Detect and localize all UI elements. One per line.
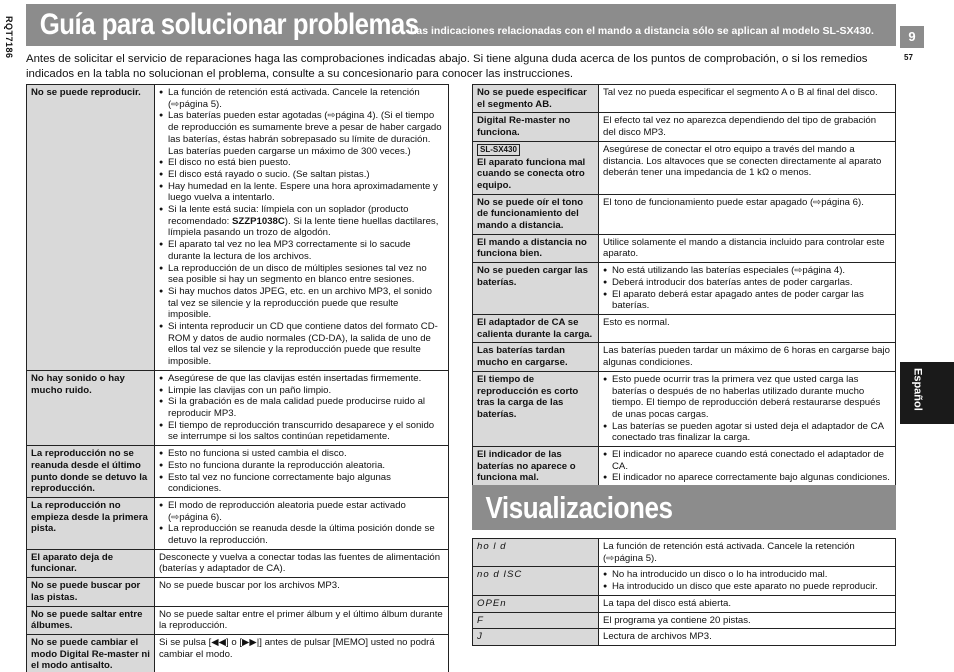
remedy-list (603, 569, 891, 592)
problem-cell (473, 315, 599, 343)
remedy-text: No se puede saltar entre el primer álbum y el último álbum durante la reproducción. (159, 608, 443, 632)
remedy-item: ● Si la grabación es de mala calidad puede producirse ruido al reproducir MP3. (159, 396, 444, 419)
page-subnumber: 57 (904, 53, 913, 62)
remedy-cell (155, 85, 449, 371)
product-code: SZZP1038C (232, 215, 285, 227)
page-title: Guía para solucionar problemas (39, 7, 419, 41)
problem-text: No se puede reproducir. (31, 87, 141, 98)
problem-text: No se puede cambiar el modo Digital Re-master ni el modo antisalto. (31, 636, 150, 672)
remedy-item: ● El aparato deberá estar apagado antes de poder cargar las baterías. (603, 289, 891, 312)
problem-cell (27, 634, 155, 672)
remedy-list (159, 448, 444, 495)
problem-cell (473, 263, 599, 315)
remedy-item: ● La reproducción de un disco de múltiples sesiones tal vez no sea posible si hay un segmento en blanco entre sesiones. (159, 263, 444, 286)
remedy-cell (155, 634, 449, 672)
remedy-cell (155, 446, 449, 498)
remedy-list (159, 500, 444, 547)
problem-text: El mando a distancia no funciona bien. (477, 236, 587, 260)
problem-text: No hay sonido o hay mucho ruido. (31, 372, 125, 396)
remedy-item: ● Ha introducido un disco que este aparato no puede reproducir. (603, 581, 891, 593)
title-note: Las indicaciones relacionadas con el mando a distancia sólo se aplican al modelo SL-SX430. (410, 25, 874, 37)
problem-cell (473, 447, 599, 487)
problem-text: La reproducción no empieza desde la primera pista. (31, 499, 148, 535)
remedy-list (159, 373, 444, 443)
table-row (473, 612, 896, 629)
table-row (27, 85, 449, 371)
remedy-cell (155, 370, 449, 445)
problem-cell (473, 371, 599, 446)
problem-cell (27, 578, 155, 606)
troubleshooting-table-right (472, 84, 896, 487)
table-row (473, 234, 896, 262)
remedy-cell (599, 113, 896, 141)
remedy-item: ● Las baterías se pueden agotar si usted deja el adaptador de CA conectado tras finalizar la carga. (603, 421, 891, 444)
remedy-text: El programa ya contiene 20 pistas. (603, 614, 751, 626)
remedy-cell (599, 315, 896, 343)
remedy-cell (599, 343, 896, 371)
remedy-cell (155, 606, 449, 634)
display-code-cell (473, 539, 599, 567)
remedy-item: ● Si hay muchos datos JPEG, etc. en un archivo MP3, el sonido tal vez se silencie y la reproducción puede que resulte imposible. (159, 286, 444, 321)
display-code-cell (473, 629, 599, 646)
remedy-item: ● El indicador no aparece correctamente bajo algunas condiciones. (603, 472, 891, 484)
display-code-cell (473, 567, 599, 595)
remedy-text: Desconecte y vuelva a conectar todas las fuentes de alimentación (baterías y adaptador de CA). (159, 551, 441, 575)
display-code-cell (473, 595, 599, 612)
problem-cell (27, 85, 155, 371)
table-row (27, 497, 449, 549)
table-row (473, 629, 896, 646)
section-bar (472, 485, 896, 530)
problem-text: La reproducción no se reanuda desde el último punto donde se detuvo la reproducción. (31, 448, 148, 495)
problem-cell (473, 141, 599, 194)
remedy-item: ● No ha introducido un disco o lo ha introducido mal. (603, 569, 891, 581)
remedy-cell (599, 612, 896, 629)
problem-cell (27, 549, 155, 577)
remedy-text: La función de retención está activada. Cancele la retención (⇨página 5). (603, 541, 855, 564)
problem-text: Las baterías tardan mucho en cargarse. (477, 345, 568, 369)
display-code: F (477, 614, 484, 626)
remedy-item: ● Esto no funciona durante la reproducción aleatoria. (159, 460, 444, 472)
remedy-cell (599, 263, 896, 315)
table-row (473, 141, 896, 194)
display-table (472, 538, 896, 646)
table-row (473, 539, 896, 567)
remedy-item: ● El disco está rayado o sucio. (Se saltan pistas.) (159, 169, 444, 181)
remedy-text: Asegúrese de conectar el otro equipo a través del mando a distancia. Los altavoces que se conecten directamente al aparato deberán tener una impedancia de 1 kΩ o menos. (603, 143, 882, 179)
remedy-item: ● El tiempo de reproducción transcurrido desaparece y el sonido se interrumpe si los saltos continúan repetidamente. (159, 420, 444, 443)
problem-text: Digital Re-master no funciona. (477, 115, 571, 139)
table-row (27, 446, 449, 498)
language-label: Español (911, 368, 924, 411)
remedy-item: ● El aparato tal vez no lea MP3 correctamente si lo sacude durante la lectura de los archivos. (159, 239, 444, 262)
display-code: ho l d (477, 541, 507, 552)
table-row (473, 343, 896, 371)
remedy-list (603, 449, 891, 484)
table-row (473, 85, 896, 113)
table-row (473, 263, 896, 315)
problem-text: No se puede buscar por las pistas. (31, 580, 141, 603)
problem-text: El adaptador de CA se calienta durante la carga. (477, 317, 593, 340)
problem-cell (473, 113, 599, 141)
remedy-item: ● No está utilizando las baterías especiales (⇨página 4). (603, 265, 891, 277)
display-code: OPEn (477, 597, 507, 609)
table-row (473, 371, 896, 446)
remedy-cell (155, 497, 449, 549)
table-row (27, 578, 449, 606)
problem-cell (473, 234, 599, 262)
problem-text: El aparato funciona mal cuando se conecta otro equipo. (477, 156, 586, 191)
language-tab (900, 362, 954, 424)
table-row (473, 567, 896, 595)
remedy-item: ● Si intenta reproducir un CD que contiene datos del formato CD-ROM y datos de audio normales (CD-DA), la salida de uno de ellos tal vez se silencie y la reproducción puede que resulte imposible. (159, 321, 444, 368)
table-row (473, 113, 896, 141)
model-tag: SL-SX430 (477, 144, 520, 156)
remedy-item: ● Esto puede ocurrir tras la primera vez que usted carga las baterías o después de no haberlas utilizado durante mucho tiempo. El tiempo de reproducción deberá restaurarse después de unas pocas cargas. (603, 374, 891, 421)
remedy-cell (599, 447, 896, 487)
remedy-text: El efecto tal vez no aparezca dependiendo del tipo de grabación del disco MP3. (603, 115, 877, 139)
remedy-text: El tono de funcionamiento puede estar apagado (⇨página 6). (603, 196, 864, 208)
problem-cell (473, 343, 599, 371)
remedy-list (159, 87, 444, 368)
remedy-text: Lectura de archivos MP3. (603, 631, 712, 643)
remedy-text: La tapa del disco está abierta. (603, 597, 732, 609)
remedy-text: Esto es normal. (603, 317, 670, 328)
remedy-cell (155, 549, 449, 577)
remedy-item: ● Las baterías pueden estar agotadas (⇨página 4). (Si el tiempo de reproducción es sumamente breve a pesar de haber cargado las baterías, éstas habrán sobrepasado su límite de duración. Las baterías pueden cargarse un máximo de 300 veces.) (159, 110, 444, 157)
remedy-cell (599, 234, 896, 262)
remedy-cell (599, 539, 896, 567)
problem-text: El tiempo de reproducción es corto tras la carga de las baterías. (477, 373, 579, 420)
remedy-item: ● La función de retención está activada. Cancele la retención (⇨página 5). (159, 87, 444, 110)
problem-cell (473, 85, 599, 113)
remedy-item: ● El modo de reproducción aleatoria puede estar activado (⇨página 6). (159, 500, 444, 523)
page-number: 9 (900, 26, 924, 48)
remedy-cell (155, 578, 449, 606)
table-row (27, 606, 449, 634)
document-code: RQT7186 (3, 16, 14, 59)
problem-text: No se puede especificar el segmento AB. (477, 87, 587, 110)
remedy-item: ● Esto no funciona si usted cambia el disco. (159, 448, 444, 460)
display-code: J (477, 631, 483, 643)
remedy-cell (599, 371, 896, 446)
problem-text: No se puede saltar entre álbumes. (31, 608, 143, 632)
remedy-cell (599, 141, 896, 194)
problem-cell (473, 194, 599, 234)
table-row (473, 194, 896, 234)
table-row (473, 315, 896, 343)
remedy-text: Las baterías pueden tardar un máximo de 6 horas en cargarse bajo algunas condiciones. (603, 345, 890, 369)
table-row (27, 370, 449, 445)
remedy-cell (599, 85, 896, 113)
remedy-cell (599, 629, 896, 646)
table-row (27, 549, 449, 577)
remedy-item: ● Hay humedad en la lente. Espere una hora aproximadamente y luego vuelva a intentarlo. (159, 181, 444, 204)
remedy-list (603, 374, 891, 444)
intro-paragraph: Antes de solicitar el servicio de reparaciones haga las comprobaciones indicadas abajo. Si tiene alguna duda acerca de los puntos de comprobación, o si los remedios indicados en la tabla no solucionan el problema, consulte a su concesionario para conocer las instrucciones. (26, 53, 868, 80)
remedy-item: ● Asegúrese de que las clavijas estén insertadas firmemente. (159, 373, 444, 385)
table-row (473, 595, 896, 612)
remedy-item: ● Deberá introducir dos baterías antes de poder cargarlas. (603, 277, 891, 289)
remedy-text: Tal vez no pueda especificar el segmento A o B al final del disco. (603, 87, 878, 98)
remedy-item: ● Limpie las clavijas con un paño limpio. (159, 385, 444, 397)
problem-text: No se pueden cargar las baterías. (477, 265, 588, 288)
problem-text: El aparato deja de funcionar. (31, 551, 114, 575)
remedy-item: ● Si la lente está sucia: límpiela con un soplador (producto recomendado: SZZP1038C). Si la lente tiene huellas dactilares, límpiela pasando un trozo de algodón. (159, 204, 444, 239)
problem-cell (27, 497, 155, 549)
problem-cell (27, 446, 155, 498)
remedy-cell (599, 194, 896, 234)
remedy-text: Si se pulsa [◀◀] o [▶▶|] antes de pulsar [MEMO] usted no podrá cambiar el modo. (159, 636, 435, 660)
problem-cell (27, 370, 155, 445)
remedy-item: ● El disco no está bien puesto. (159, 157, 444, 169)
remedy-cell (599, 595, 896, 612)
problem-text: No se puede oír el tono de funcionamiento del mando a distancia. (477, 196, 584, 232)
problem-text: El indicador de las baterías no aparece o funciona mal. (477, 449, 576, 484)
table-row (27, 634, 449, 672)
remedy-item: ● La reproducción se reanuda desde la última posición donde se detuvo la reproducción. (159, 523, 444, 546)
remedy-text: Utilice solamente el mando a distancia incluido para controlar este aparato. (603, 236, 885, 260)
problem-cell (27, 606, 155, 634)
remedy-item: ● El indicador no aparece cuando está conectado el adaptador de CA. (603, 449, 891, 472)
table-row (473, 447, 896, 487)
remedy-item: ● Esto tal vez no funcione correctamente bajo algunas condiciones. (159, 472, 444, 495)
remedy-list (603, 265, 891, 312)
remedy-text: No se puede buscar por los archivos MP3. (159, 580, 340, 592)
troubleshooting-table-left (26, 84, 449, 672)
remedy-cell (599, 567, 896, 595)
display-code-cell (473, 612, 599, 629)
display-code: no d ISC (477, 569, 523, 581)
section-title: Visualizaciones (485, 490, 673, 525)
